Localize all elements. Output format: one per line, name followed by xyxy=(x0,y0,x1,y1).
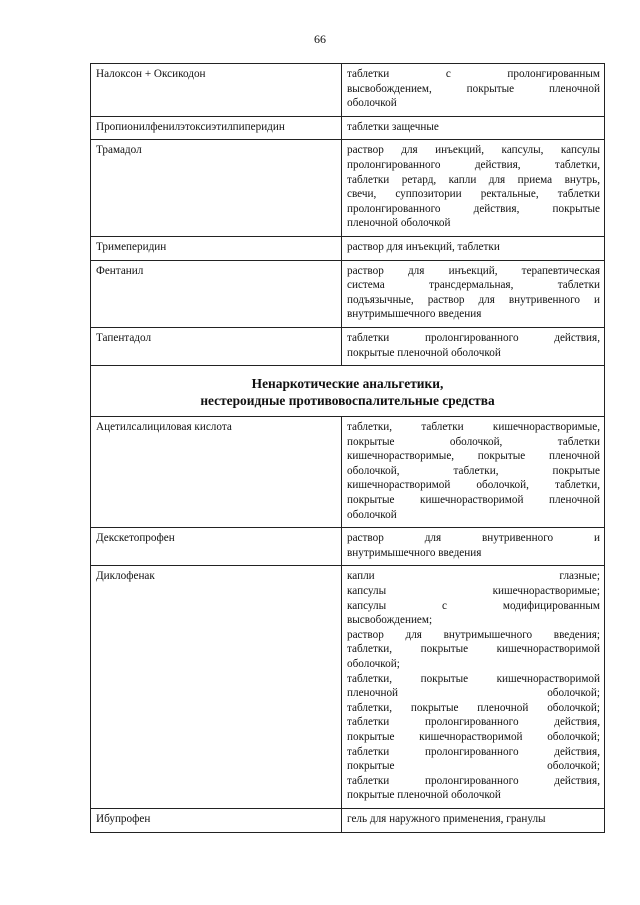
dosage-form-cell xyxy=(342,64,605,117)
section-heading-line-2: нестероидные противовоспалительные средства xyxy=(200,393,495,409)
dosage-form-line: пленочной оболочкой; xyxy=(347,687,600,700)
dosage-form-line: таблетки пролонгированного действия, xyxy=(347,745,600,758)
dosage-form-line: система трансдермальная, таблетки xyxy=(347,279,600,292)
dosage-form-line: оболочкой xyxy=(347,508,397,521)
dosage-form-cell xyxy=(342,327,605,365)
dosage-form-line: гель для наружного применения, гранулы xyxy=(347,812,546,825)
drug-name-cell: Тримеперидин xyxy=(91,236,342,260)
dosage-form-cell xyxy=(342,116,605,140)
dosage-form-line: пролонгированного действия, покрытые xyxy=(347,202,600,215)
dosage-form-line: покрытые кишечнорастворимой оболочкой; xyxy=(347,730,600,743)
drug-table-body-bottom xyxy=(91,417,605,832)
dosage-form-cell xyxy=(342,808,605,832)
dosage-form-line: таблетки пролонгированного действия, xyxy=(347,716,600,729)
dosage-form-line: внутримышечного введения xyxy=(347,308,482,321)
dosage-form-line: капсулы с модифицированным xyxy=(347,599,600,612)
table-row xyxy=(91,116,605,140)
dosage-form-line: покрытые оболочкой, таблетки xyxy=(347,435,600,448)
section-heading xyxy=(91,366,605,417)
dosage-form-line: пролонгированного действия, таблетки, xyxy=(347,158,600,171)
section-heading-body xyxy=(91,366,605,417)
dosage-form-line: свечи, суппозитории ректальные, таблетки xyxy=(347,188,600,201)
dosage-form-line: раствор для внутримышечного введения; xyxy=(347,628,600,641)
drug-name-cell: Фентанил xyxy=(91,260,342,327)
dosage-form-line: оболочкой; xyxy=(347,658,400,670)
dosage-form-line: таблетки, таблетки кишечнорастворимые, xyxy=(347,421,600,434)
drug-name-cell: Декскетопрофен xyxy=(91,528,342,566)
table-row xyxy=(91,528,605,566)
dosage-form-line: раствор для внутривенного и xyxy=(347,532,600,545)
table-row xyxy=(91,327,605,365)
drug-name-cell: Пропионилфенилэтоксиэтилпиперидин xyxy=(91,116,342,140)
dosage-form-line: таблетки пролонгированного действия, xyxy=(347,774,600,787)
drug-name-cell: Ацетилсалициловая кислота xyxy=(91,417,342,528)
dosage-form-cell xyxy=(342,260,605,327)
dosage-form-line: высвобождением, покрытые пленочной xyxy=(347,82,600,95)
dosage-form-line: пленочной оболочкой xyxy=(347,217,451,230)
dosage-form-line: кишечнорастворимые, покрытые пленочной xyxy=(347,450,600,463)
dosage-form-line: раствор для инъекций, терапевтическая xyxy=(347,264,600,277)
dosage-form-line: таблетки ретард, капли для приема внутрь, xyxy=(347,173,600,186)
table-row xyxy=(91,417,605,528)
drug-name-cell: Трамадол xyxy=(91,140,342,237)
page-number: 66 xyxy=(314,32,326,46)
drug-name-cell: Тапентадол xyxy=(91,327,342,365)
drug-name-cell: Налоксон + Оксикодон xyxy=(91,64,342,117)
dosage-form-line: таблетки, покрытые кишечнорастворимой xyxy=(347,643,600,656)
table-row xyxy=(91,64,605,117)
dosage-form-line: таблетки с пролонгированным xyxy=(347,68,600,80)
dosage-form-line: таблетки защечные xyxy=(347,120,439,133)
section-heading-row xyxy=(91,366,605,417)
drug-name-cell: Диклофенак xyxy=(91,566,342,809)
table-row xyxy=(91,260,605,327)
dosage-form-line: раствор для инъекций, таблетки xyxy=(347,240,500,253)
dosage-form-line: подъязычные, раствор для внутривенного и xyxy=(347,293,600,306)
table-row xyxy=(91,236,605,260)
dosage-form-cell xyxy=(342,566,605,809)
section-heading-line-1: Ненаркотические анальгетики, xyxy=(251,376,444,392)
dosage-form-line: таблетки, покрытые пленочной оболочкой; xyxy=(347,701,600,714)
table-row xyxy=(91,140,605,237)
dosage-form-line: кишечнорастворимой оболочкой, таблетки, xyxy=(347,479,600,492)
dosage-form-line: оболочкой, таблетки, покрытые xyxy=(347,464,600,477)
dosage-form-cell xyxy=(342,417,605,528)
drug-table xyxy=(90,63,605,833)
dosage-form-cell xyxy=(342,236,605,260)
table-row xyxy=(91,566,605,809)
dosage-form-line: покрытые пленочной оболочкой xyxy=(347,346,501,359)
drug-name-cell: Ибупрофен xyxy=(91,808,342,832)
dosage-form-line: покрытые оболочкой; xyxy=(347,760,600,773)
dosage-form-line: раствор для инъекций, капсулы, капсулы xyxy=(347,144,600,157)
dosage-form-line: капсулы кишечнорастворимые; xyxy=(347,585,600,598)
dosage-form-line: оболочкой xyxy=(347,97,397,110)
dosage-form-line: покрытые кишечнорастворимой пленочной xyxy=(347,494,600,507)
drug-table-body-top xyxy=(91,64,605,366)
dosage-form-line: таблетки пролонгированного действия, xyxy=(347,331,600,344)
dosage-form-cell xyxy=(342,140,605,237)
dosage-form-cell xyxy=(342,528,605,566)
dosage-form-line: внутримышечного введения xyxy=(347,546,482,559)
dosage-form-line: капли глазные; xyxy=(347,570,600,583)
dosage-form-line: высвобождением; xyxy=(347,614,433,627)
dosage-form-line: покрытые пленочной оболочкой xyxy=(347,789,501,802)
table-row xyxy=(91,808,605,832)
dosage-form-line: таблетки, покрытые кишечнорастворимой xyxy=(347,672,600,685)
